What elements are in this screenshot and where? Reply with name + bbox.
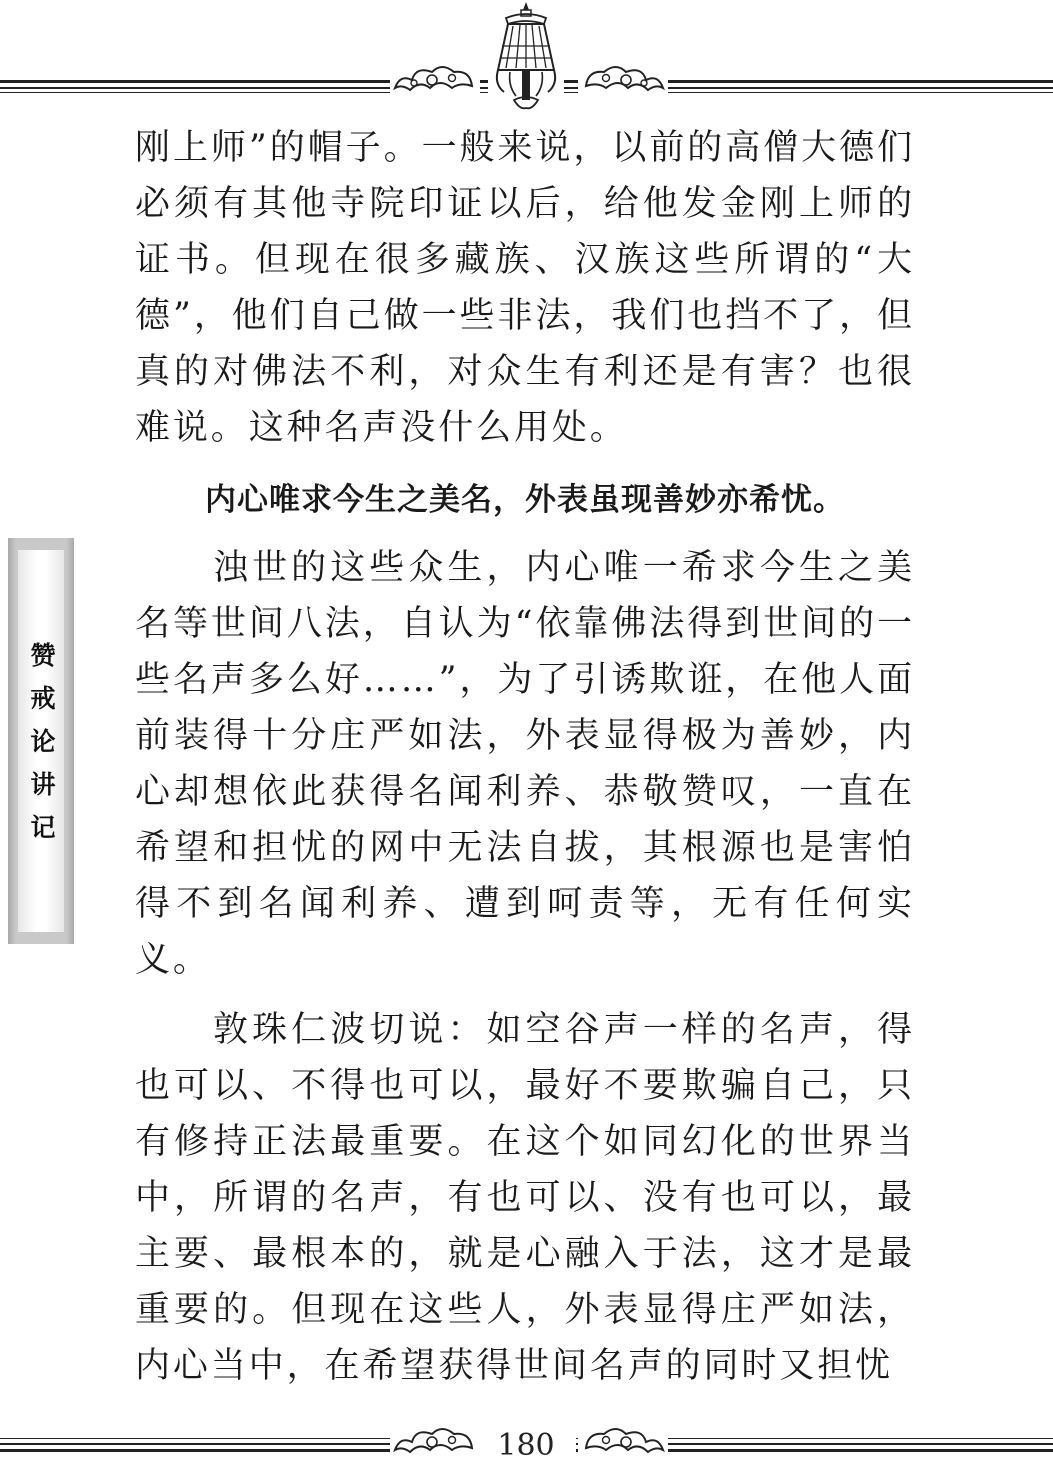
page-number: 180 (476, 1426, 576, 1466)
paragraph: 敦珠仁波切说：如空谷声一样的名声，得也可以、不得也可以，最好不要欺骗自己，只有修持正法最重要。在这个如同幻化的世界当中，所谓的名声，有也可以、没有也可以，最主要、最根本的，就是心融入于法，这才是最重要的。但现在这些人，外表显得庄严如法，内心当中，在希望获得世间名声的同时又担忧 (135, 1010, 915, 1386)
paragraph: 浊世的这些众生，内心唯一希求今生之美名等世间八法，自认为“依靠佛法得到世间的一些名声多么好……”，为了引诱欺诳，在他人面前装得十分庄严如法，外表显得极为善妙，内心却想依此获得名闻利养、恭敬赞叹，一直在希望和担忧的网中无法自拔，其根源也是害怕得不到名闻利养、遭到呵责等，无有任何实义。 (135, 548, 915, 980)
verse-line: 内心唯求今生之美名，外表虽现善妙亦希忧。 (205, 482, 845, 518)
paragraph: 刚上师”的帽子。一般来说，以前的高僧大德们必须有其他寺院印证以后，给他发金刚上师的证书。但现在很多藏族、汉族这些所谓的“大德”，他们自己做一些非法，我们也挡不了，但真的对佛法不利，对众生有利还是有害？也很难说。这种名声没什么用处。 (135, 128, 915, 448)
side-tab (8, 538, 74, 944)
book-title-vertical: 赞戒论讲记 (27, 642, 56, 857)
auspicious-cloud-icon (390, 1424, 480, 1462)
auspicious-cloud-icon (390, 60, 480, 100)
page-body (135, 120, 915, 1394)
victory-banner-icon (488, 0, 564, 112)
auspicious-cloud-icon (578, 1424, 668, 1462)
auspicious-cloud-icon (578, 60, 668, 100)
